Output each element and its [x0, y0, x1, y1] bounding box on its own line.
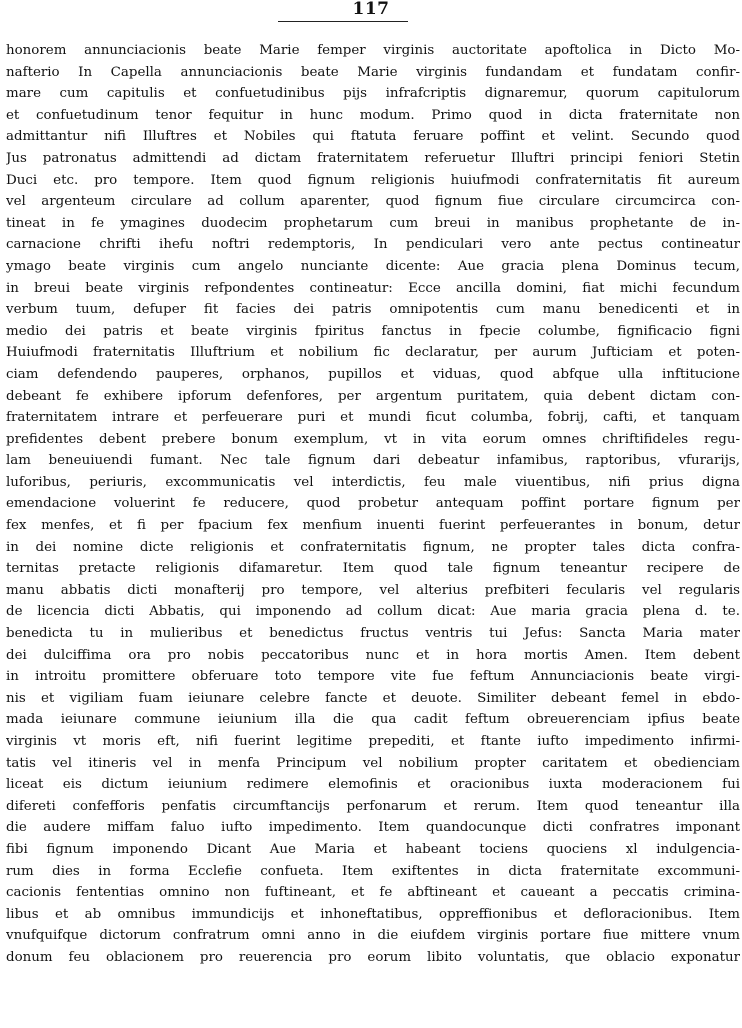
text-line: in dei nomine dicte religionis et confraternitatis fignum, ne propter tales dicta confra- [6, 539, 740, 555]
text-line: et confuetudinum tenor fequitur in hunc modum. Primo quod in dicta fraternitate non [6, 107, 740, 123]
text-line: liceat eis dictum ieiunium redimere elemofinis et oracionibus iuxta moderacionem fui [6, 777, 740, 793]
text-line: honorem annunciacionis beate Marie femper virginis auctoritate apoftolica in Dicto Mo- [6, 43, 740, 58]
text-line: Jus patronatus admittendi ad dictam fraternitatem referuetur Illuftri principi feniori Stetin [6, 150, 740, 166]
text-line: Duci etc. pro tempore. Item quod fignum religionis huiufmodi confraternitatis fit aureum [6, 172, 740, 188]
text-line: ymago beate virginis cum angelo nunciante dicente: Aue gracia plena Dominus tecum, [6, 258, 740, 274]
header-rule [278, 21, 408, 22]
text-line: emendacione voluerint fe reducere, quod probetur antequam poffint portare fignum per [6, 496, 740, 512]
text-line: die audere miffam faluo iufto impedimento. Item quandocunque dicti confratres imponant [6, 820, 740, 836]
text-line: in breui beate virginis refpondentes contineatur: Ecce ancilla domini, fiat michi fecundum [6, 280, 740, 296]
text-line: prefidentes debent prebere bonum exemplum, vt in vita eorum omnes chriftifideles regu- [6, 431, 740, 447]
text-line: carnacione chrifti ihefu noftri redemptoris, In pendiculari vero ante pectus contineatur [6, 237, 740, 253]
text-line: mare cum capitulis et confuetudinibus pijs infrafcriptis dignaremur, quorum capitulorum [6, 86, 740, 102]
text-line: lam beneuiuendi fumant. Nec tale fignum dari debeatur infamibus, raptoribus, vfurarijs, [6, 453, 740, 469]
text-line: verbum tuum, defuper fit facies dei patris omnipotentis cum manu benedicenti et in [6, 302, 740, 318]
text-line: luforibus, periuris, excommunicatis vel interdictis, feu male viuentibus, nifi prius digna [6, 474, 740, 490]
text-line: fraternitatem intrare et perfeuerare puri et mundi ficut columba, fobrij, cafti, et tanquam [6, 410, 740, 426]
text-line: libus et ab omnibus immundicijs et inhoneftatibus, oppreffionibus et defloracionibus. Item [6, 906, 740, 922]
text-line: vnufquifque dictorum confratrum omni anno in die eiufdem virginis portare fiue mittere vnum [6, 928, 740, 944]
text-line: tineat in fe ymagines duodecim prophetarum cum breui in manibus prophetante de in- [6, 215, 740, 231]
text-line: debeant fe exhibere ipforum defenfores, per argentum puritatem, quia debent dictam con- [6, 388, 740, 404]
text-line: dei dulciffima ora pro nobis peccatoribus nunc et in hora mortis Amen. Item debent [6, 647, 740, 663]
text-line: vel argenteum circulare ad collum aparenter, quod fignum fiue circulare circumcirca con- [6, 194, 740, 210]
text-line: donum feu oblacionem pro reuerencia pro eorum libito voluntatis, que oblacio exponatur [6, 949, 740, 965]
text-line: cacionis fententias omnino non fuftineant, et fe abftineant et caueant a peccatis crimina- [6, 885, 740, 901]
text-line: de licencia dicti Abbatis, qui imponendo ad collum dicat: Aue maria gracia plena d. te. [6, 604, 740, 620]
text-line: benedicta tu in mulieribus et benedictus fructus ventris tui Jefus: Sancta Maria mater [6, 626, 740, 642]
text-line: rum dies in forma Ecclefie confueta. Item exiftentes in dicta fraternitate excommuni- [6, 863, 740, 879]
text-line: ternitas pretacte religionis difamaretur. Item quod tale fignum teneantur recipere de [6, 561, 740, 577]
text-line: virginis vt moris eft, nifi fuerint legitime prepediti, et ftante iufto impedimento infirmi- [6, 734, 740, 749]
text-line: difereti confefforis penfatis circumftancijs perfonarum et rerum. Item quod teneantur illa [6, 798, 740, 814]
text-line: nafterio In Capella annunciacionis beate Marie virginis fundandam et fundatam confir- [6, 64, 740, 80]
text-line: ciam defendendo pauperes, orphanos, pupillos et viduas, quod abfque ulla inftitucione [6, 366, 740, 382]
page-number: 117 [352, 0, 390, 19]
text-line: tatis vel itineris vel in menfa Principum vel nobilium propter caritatem et obedienciam [6, 755, 740, 771]
body-text [6, 40, 740, 969]
text-line: medio dei patris et beate virginis fpiritus fanctus in fpecie columbe, fignificacio figni [6, 323, 740, 339]
text-line: admittantur nifi Illuftres et Nobiles qui ftatuta feruare poffint et velint. Secundo quod [6, 129, 740, 145]
text-line: nis et vigiliam fuam ieiunare celebre fancte et deuote. Similiter debeant femel in ebdo- [6, 690, 740, 706]
text-line: fex menfes, et fi per fpacium fex menfium inuenti fuerint perfeuerantes in bonum, detur [6, 518, 740, 534]
text-line: mada ieiunare commune ieiunium illa die qua cadit feftum obreuerenciam ipfius beate [6, 712, 740, 728]
text-line: in introitu promittere obferuare toto tempore vite fue feftum Annunciacionis beate virgi- [6, 669, 740, 685]
text-line: manu abbatis dicti monafterij pro tempore, vel alterius prefbiteri fecularis vel regularis [6, 582, 740, 598]
text-line: fibi fignum imponendo Dicant Aue Maria et habeant tociens quociens xl indulgencia- [6, 841, 740, 857]
text-line: Huiufmodi fraternitatis Illuftrium et nobilium fic declaratur, per aurum Jufticiam et poten- [6, 345, 740, 361]
